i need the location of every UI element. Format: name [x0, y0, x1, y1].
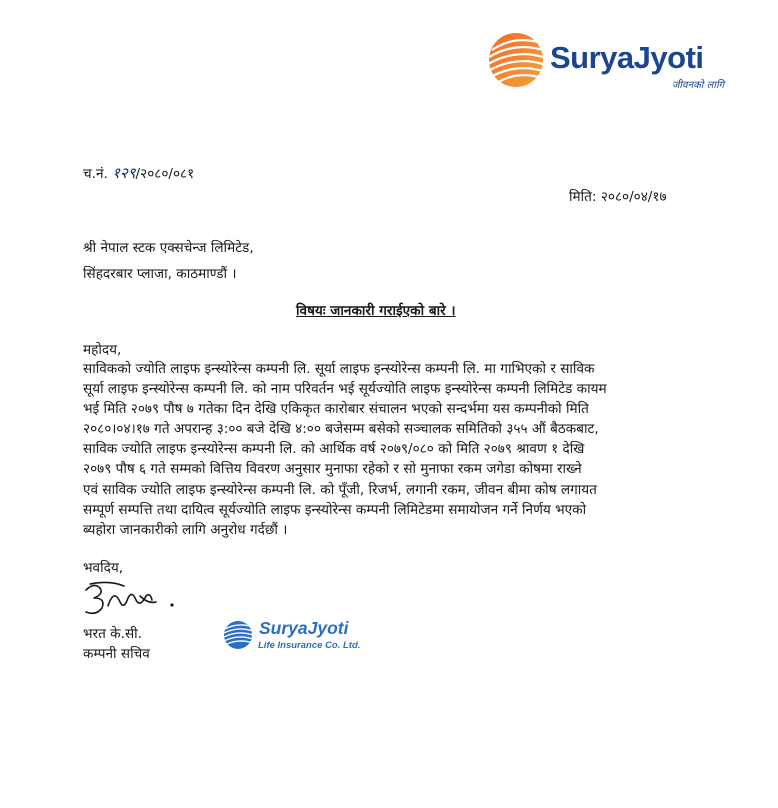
subject-line: विषयः जानकारी गराईएको बारे । [296, 303, 456, 319]
letter-date: मिति: २०८०/०४/१७ [569, 189, 667, 205]
reference-handwritten-number: १२९ [112, 164, 136, 182]
closing: भवदिय, [83, 560, 124, 576]
body-line: सम्पूर्ण सम्पत्ति तथा दायित्व सूर्यज्योति लाइफ इन्स्योरेन्स कम्पनी लिमिटेडमा समायोजन गर्ने निर्णय भएको [83, 501, 587, 518]
body-paragraph [83, 359, 607, 540]
signatory-name: भरत के.सी. [83, 626, 142, 642]
body-line: भई मिति २०७९ पौष ७ गतेका दिन देखि एकिकृत कारोबार संचालन भएको सन्दर्भमा यस कम्पनीको मिति [83, 401, 589, 418]
body-line: २०८०।०४।१७ गते अपरान्ह ३:०० बजे देखि ४:०० बजेसम्म बसेको सञ्चालक समितिको ३५५ औं बैठकबाट, [83, 421, 599, 438]
body-line: २०७९ पौष ६ गते सम्मको वित्तिय विवरण अनुसार मुनाफा रहेको र सो मुनाफा रकम जगेडा कोषमा राख्ने [83, 461, 582, 478]
stamp-subtitle: Life Insurance Co. Ltd. [258, 640, 361, 651]
recipient-line-1: श्री नेपाल स्टक एक्सचेन्ज लिमिटेड, [83, 240, 254, 256]
letterhead-tagline: जीवनको लागि [672, 80, 725, 91]
sun-logo-icon [486, 30, 546, 90]
body-line: ब्यहोरा जानकारीको लागि अनुरोध गर्दछौं । [83, 521, 288, 538]
reference-suffix: /२०८०/०८१ [135, 166, 195, 182]
letterhead-company-name: SuryaJyoti [550, 40, 704, 75]
signatory-title: कम्पनी सचिव [83, 646, 150, 662]
stamp-company-name: SuryaJyoti [259, 618, 349, 638]
stamp-sun-icon [222, 619, 254, 651]
letterhead-logo [486, 26, 736, 96]
company-stamp [222, 616, 372, 656]
reference-prefix: च.नं. [83, 166, 113, 182]
body-line: साविक ज्योति लाइफ इन्स्योरेन्स कम्पनी लि. को आर्थिक वर्ष २०७९/०८० को मिति २०७९ श्रावण १ देखि [83, 441, 585, 458]
reference-number [83, 164, 194, 183]
body-line: साविकको ज्योति लाइफ इन्स्योरेन्स कम्पनी लि. सूर्या लाइफ इन्स्योरेन्स कम्पनी लि. मा गाभिएको र साविक [83, 361, 595, 377]
body-line: सूर्या लाइफ इन्स्योरेन्स कम्पनी लि. को नाम परिवर्तन भई सूर्यज्योति लाइफ इन्स्योरेन्स कम्पनी लिमिटेड कायम [83, 381, 607, 398]
body-line: एवं साविक ज्योति लाइफ इन्स्योरेन्स कम्पनी लि. को पूँजी, रिजर्भ, लगानी रकम, जीवन बीमा कोष लगायत [83, 481, 597, 498]
signature-graphic [80, 578, 180, 622]
recipient-line-2: सिंहदरबार प्लाजा, काठमाण्डौं । [83, 266, 237, 282]
salutation: महोदय, [83, 342, 122, 358]
